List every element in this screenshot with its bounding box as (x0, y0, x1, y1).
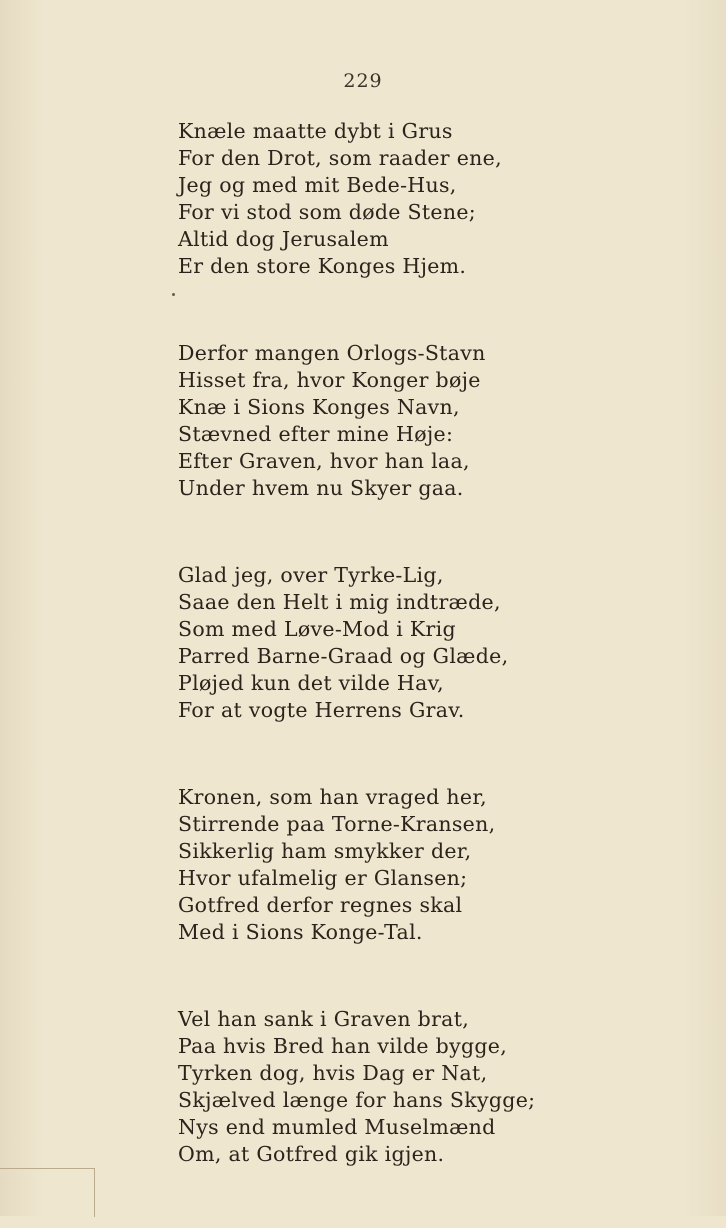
poem-line: Med i Sions Konge-Tal. (178, 920, 423, 944)
poem-line: For vi stod som døde Stene; (178, 200, 476, 224)
poem-line: Under hvem nu Skyer gaa. (178, 476, 464, 500)
poem-line: Efter Graven, hvor han laa, (178, 449, 470, 473)
poem-line: Stirrende paa Torne-Kransen, (178, 812, 496, 836)
poem-line: For at vogte Herrens Grav. (178, 698, 465, 722)
poem-line: Altid dog Jerusalem (178, 227, 389, 251)
poem-line: Sikkerlig ham smykker der, (178, 839, 472, 863)
poem-line: Parred Barne-Graad og Glæde, (178, 644, 509, 668)
poem-line: Knæle maatte dybt i Grus (178, 119, 453, 143)
poem-line: Glad jeg, over Tyrke-Lig, (178, 563, 444, 587)
poem-line: Vel han sank i Graven brat, (178, 1007, 470, 1031)
ink-speck (172, 293, 175, 296)
stanza-3 (178, 562, 698, 724)
poem-line: Hisset fra, hvor Konger bøje (178, 368, 481, 392)
poem-line: Tyrken dog, hvis Dag er Nat, (178, 1061, 488, 1085)
poem-line: Knæ i Sions Konges Navn, (178, 395, 460, 419)
poem-line: Som med Løve-Mod i Krig (178, 617, 456, 641)
poem-line: Om, at Gotfred gik igjen. (178, 1142, 445, 1166)
poem-line: For den Drot, som raader ene, (178, 146, 502, 170)
poem (178, 118, 698, 1228)
poem-line: Gotfred derfor regnes skal (178, 893, 463, 917)
poem-line: Kronen, som han vraged her, (178, 785, 487, 809)
stanza-5 (178, 1006, 698, 1168)
stanza-2 (178, 340, 698, 502)
poem-line: Hvor ufalmelig er Glansen; (178, 866, 468, 890)
page-number: 229 (343, 70, 383, 92)
poem-line: Derfor mangen Orlogs-Stavn (178, 341, 486, 365)
poem-line: Er den store Konges Hjem. (178, 254, 467, 278)
scan-edge-mark (0, 1168, 95, 1217)
poem-line: Stævned efter mine Høje: (178, 422, 454, 446)
stanza-4 (178, 784, 698, 946)
poem-line: Paa hvis Bred han vilde bygge, (178, 1034, 508, 1058)
poem-line: Saae den Helt i mig indtræde, (178, 590, 501, 614)
poem-line: Nys end mumled Muselmænd (178, 1115, 496, 1139)
stanza-1 (178, 118, 698, 280)
poem-line: Skjælved længe for hans Skygge; (178, 1088, 536, 1112)
poem-line: Jeg og med mit Bede-Hus, (178, 173, 457, 197)
poem-line: Pløjed kun det vilde Hav, (178, 671, 444, 695)
